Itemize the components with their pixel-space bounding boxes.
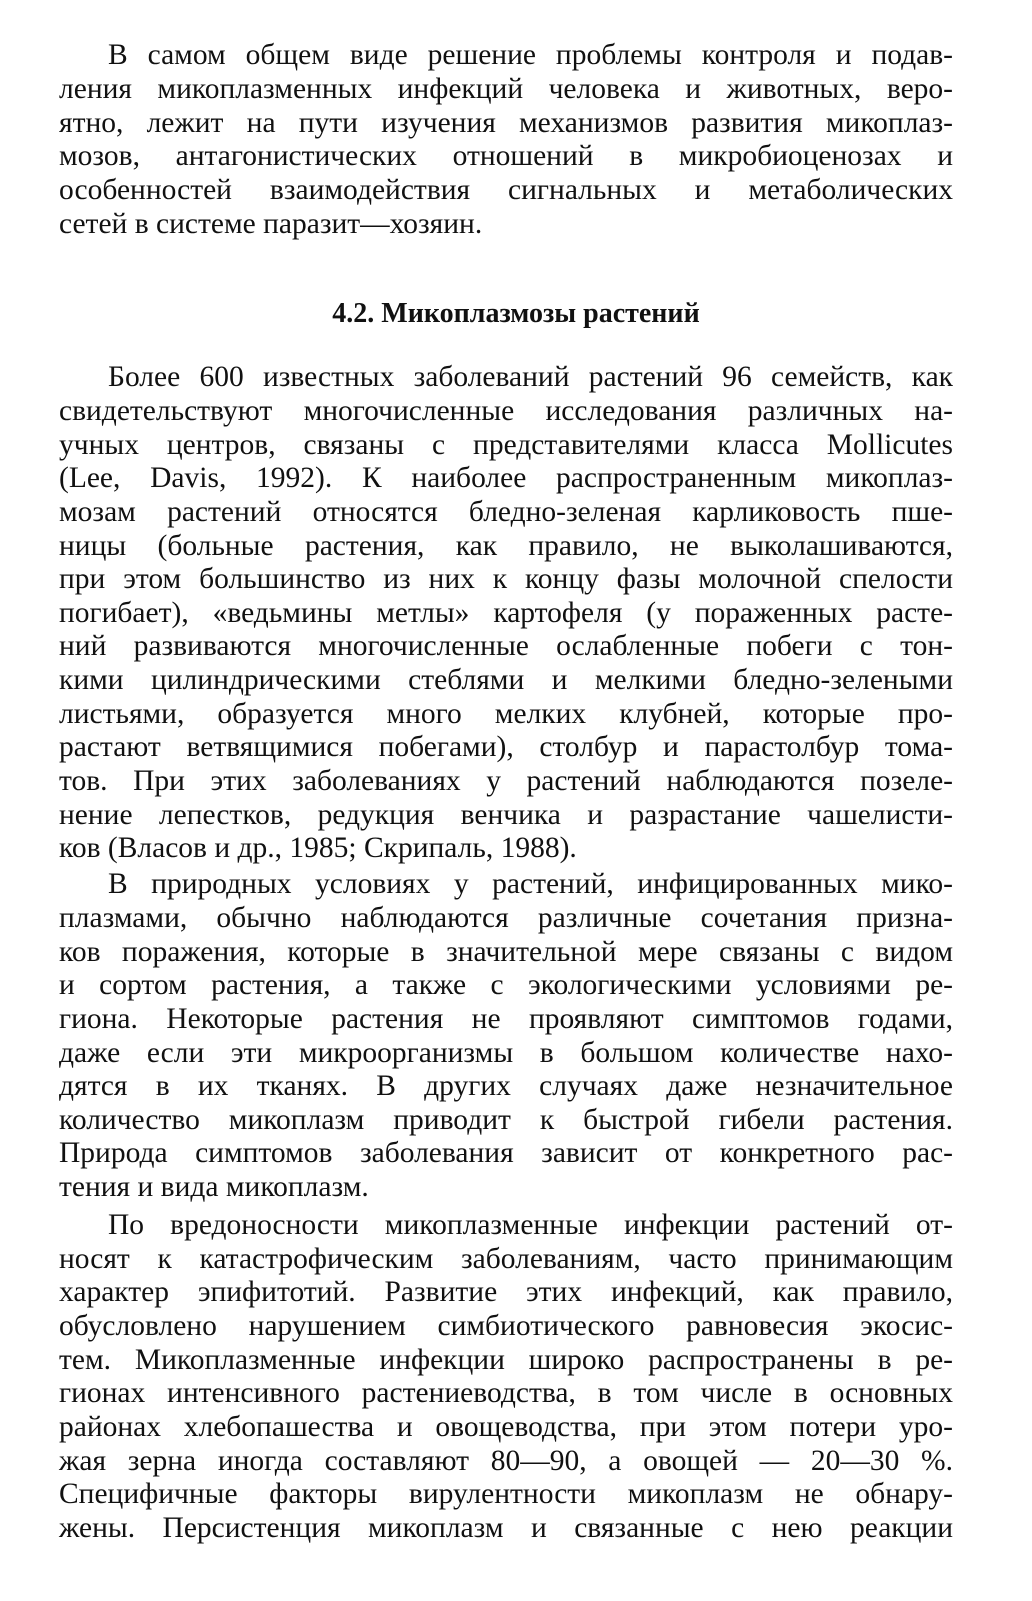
text-line: Природа симптомов заболевания зависит от конкретного рас- bbox=[59, 1137, 953, 1169]
text-line: В самом общем виде решение проблемы контроля и подав- bbox=[108, 39, 953, 71]
text-line: при этом большинство из них к концу фазы молочной спелости bbox=[59, 563, 953, 595]
text-line: листьями, образуется много мелких клубней, которые про- bbox=[59, 698, 953, 730]
text-line: В природных условиях у растений, инфицированных мико- bbox=[108, 868, 953, 900]
text-line: даже если эти микроорганизмы в большом количестве нахо- bbox=[59, 1037, 953, 1069]
section-heading: 4.2. Микоплазмозы растений bbox=[332, 298, 700, 329]
text-line: Специфичные факторы вирулентности микоплазм не обнару- bbox=[59, 1478, 953, 1510]
text-line: погибает), «ведьмины метлы» картофеля (у пораженных расте- bbox=[59, 597, 953, 629]
text-line: ницы (больные растения, как правило, не выколашиваются, bbox=[59, 530, 953, 562]
text-line: ков поражения, которые в значительной мере связаны с видом bbox=[59, 936, 953, 968]
text-line: нение лепестков, редукция венчика и разрастание чашелисти- bbox=[59, 799, 953, 831]
text-line: ний развиваются многочисленные ослабленные побеги с тон- bbox=[59, 630, 953, 662]
text-line: количество микоплазм приводит к быстрой гибели растения. bbox=[59, 1104, 953, 1136]
text-line: носят к катастрофическим заболеваниям, часто принимающим bbox=[59, 1243, 953, 1275]
text-line: тения и вида микоплазм. bbox=[59, 1171, 369, 1203]
text-line: ятно, лежит на пути изучения механизмов развития микоплаз- bbox=[59, 107, 953, 139]
text-line: свидетельствуют многочисленные исследования различных на- bbox=[59, 395, 953, 427]
text-line: мозов, антагонистических отношений в микробиоценозах и bbox=[59, 140, 953, 172]
text-line: растают ветвящимися побегами), столбур и парастолбур тома- bbox=[59, 731, 953, 763]
text-line: плазмами, обычно наблюдаются различные сочетания призна- bbox=[59, 902, 953, 934]
text-line: и сортом растения, а также с экологическими условиями ре- bbox=[59, 969, 953, 1001]
text-line: кими цилиндрическими стеблями и мелкими бледно-зелеными bbox=[59, 664, 953, 696]
text-line: гиона. Некоторые растения не проявляют симптомов годами, bbox=[59, 1003, 953, 1035]
text-line: гионах интенсивного растениеводства, в том числе в основных bbox=[59, 1377, 953, 1409]
text-line: ления микоплазменных инфекций человека и животных, веро- bbox=[59, 73, 953, 105]
text-line: жая зерна иногда составляют 80—90, а овощей — 20—30 %. bbox=[59, 1445, 953, 1477]
text-line: характер эпифитотий. Развитие этих инфекций, как правило, bbox=[59, 1276, 953, 1308]
text-line: ков (Власов и др., 1985; Скрипаль, 1988). bbox=[59, 832, 577, 864]
text-line: тем. Микоплазменные инфекции широко распространены в ре- bbox=[59, 1344, 953, 1376]
text-line: обусловлено нарушением симбиотического равновесия экосис- bbox=[59, 1310, 953, 1342]
text-line: сетей в системе паразит—хозяин. bbox=[59, 208, 483, 240]
text-line: Более 600 известных заболеваний растений 96 семейств, как bbox=[108, 361, 953, 393]
text-line: тов. При этих заболеваниях у растений наблюдаются позеле- bbox=[59, 765, 953, 797]
text-line: (Lee, Davis, 1992). К наиболее распространенным микоплаз- bbox=[59, 462, 953, 494]
text-line: учных центров, связаны с представителями класса Mollicutes bbox=[59, 429, 953, 461]
text-line: дятся в их тканях. В других случаях даже незначительное bbox=[59, 1070, 953, 1102]
text-line: По вредоносности микоплазменные инфекции растений от- bbox=[108, 1209, 953, 1241]
text-line: районах хлебопашества и овощеводства, при этом потери уро- bbox=[59, 1411, 953, 1443]
text-line: особенностей взаимодействия сигнальных и метаболических bbox=[59, 174, 953, 206]
text-line: мозам растений относятся бледно-зеленая карликовость пше- bbox=[59, 496, 953, 528]
text-line: жены. Персистенция микоплазм и связанные с нею реакции bbox=[59, 1512, 953, 1544]
